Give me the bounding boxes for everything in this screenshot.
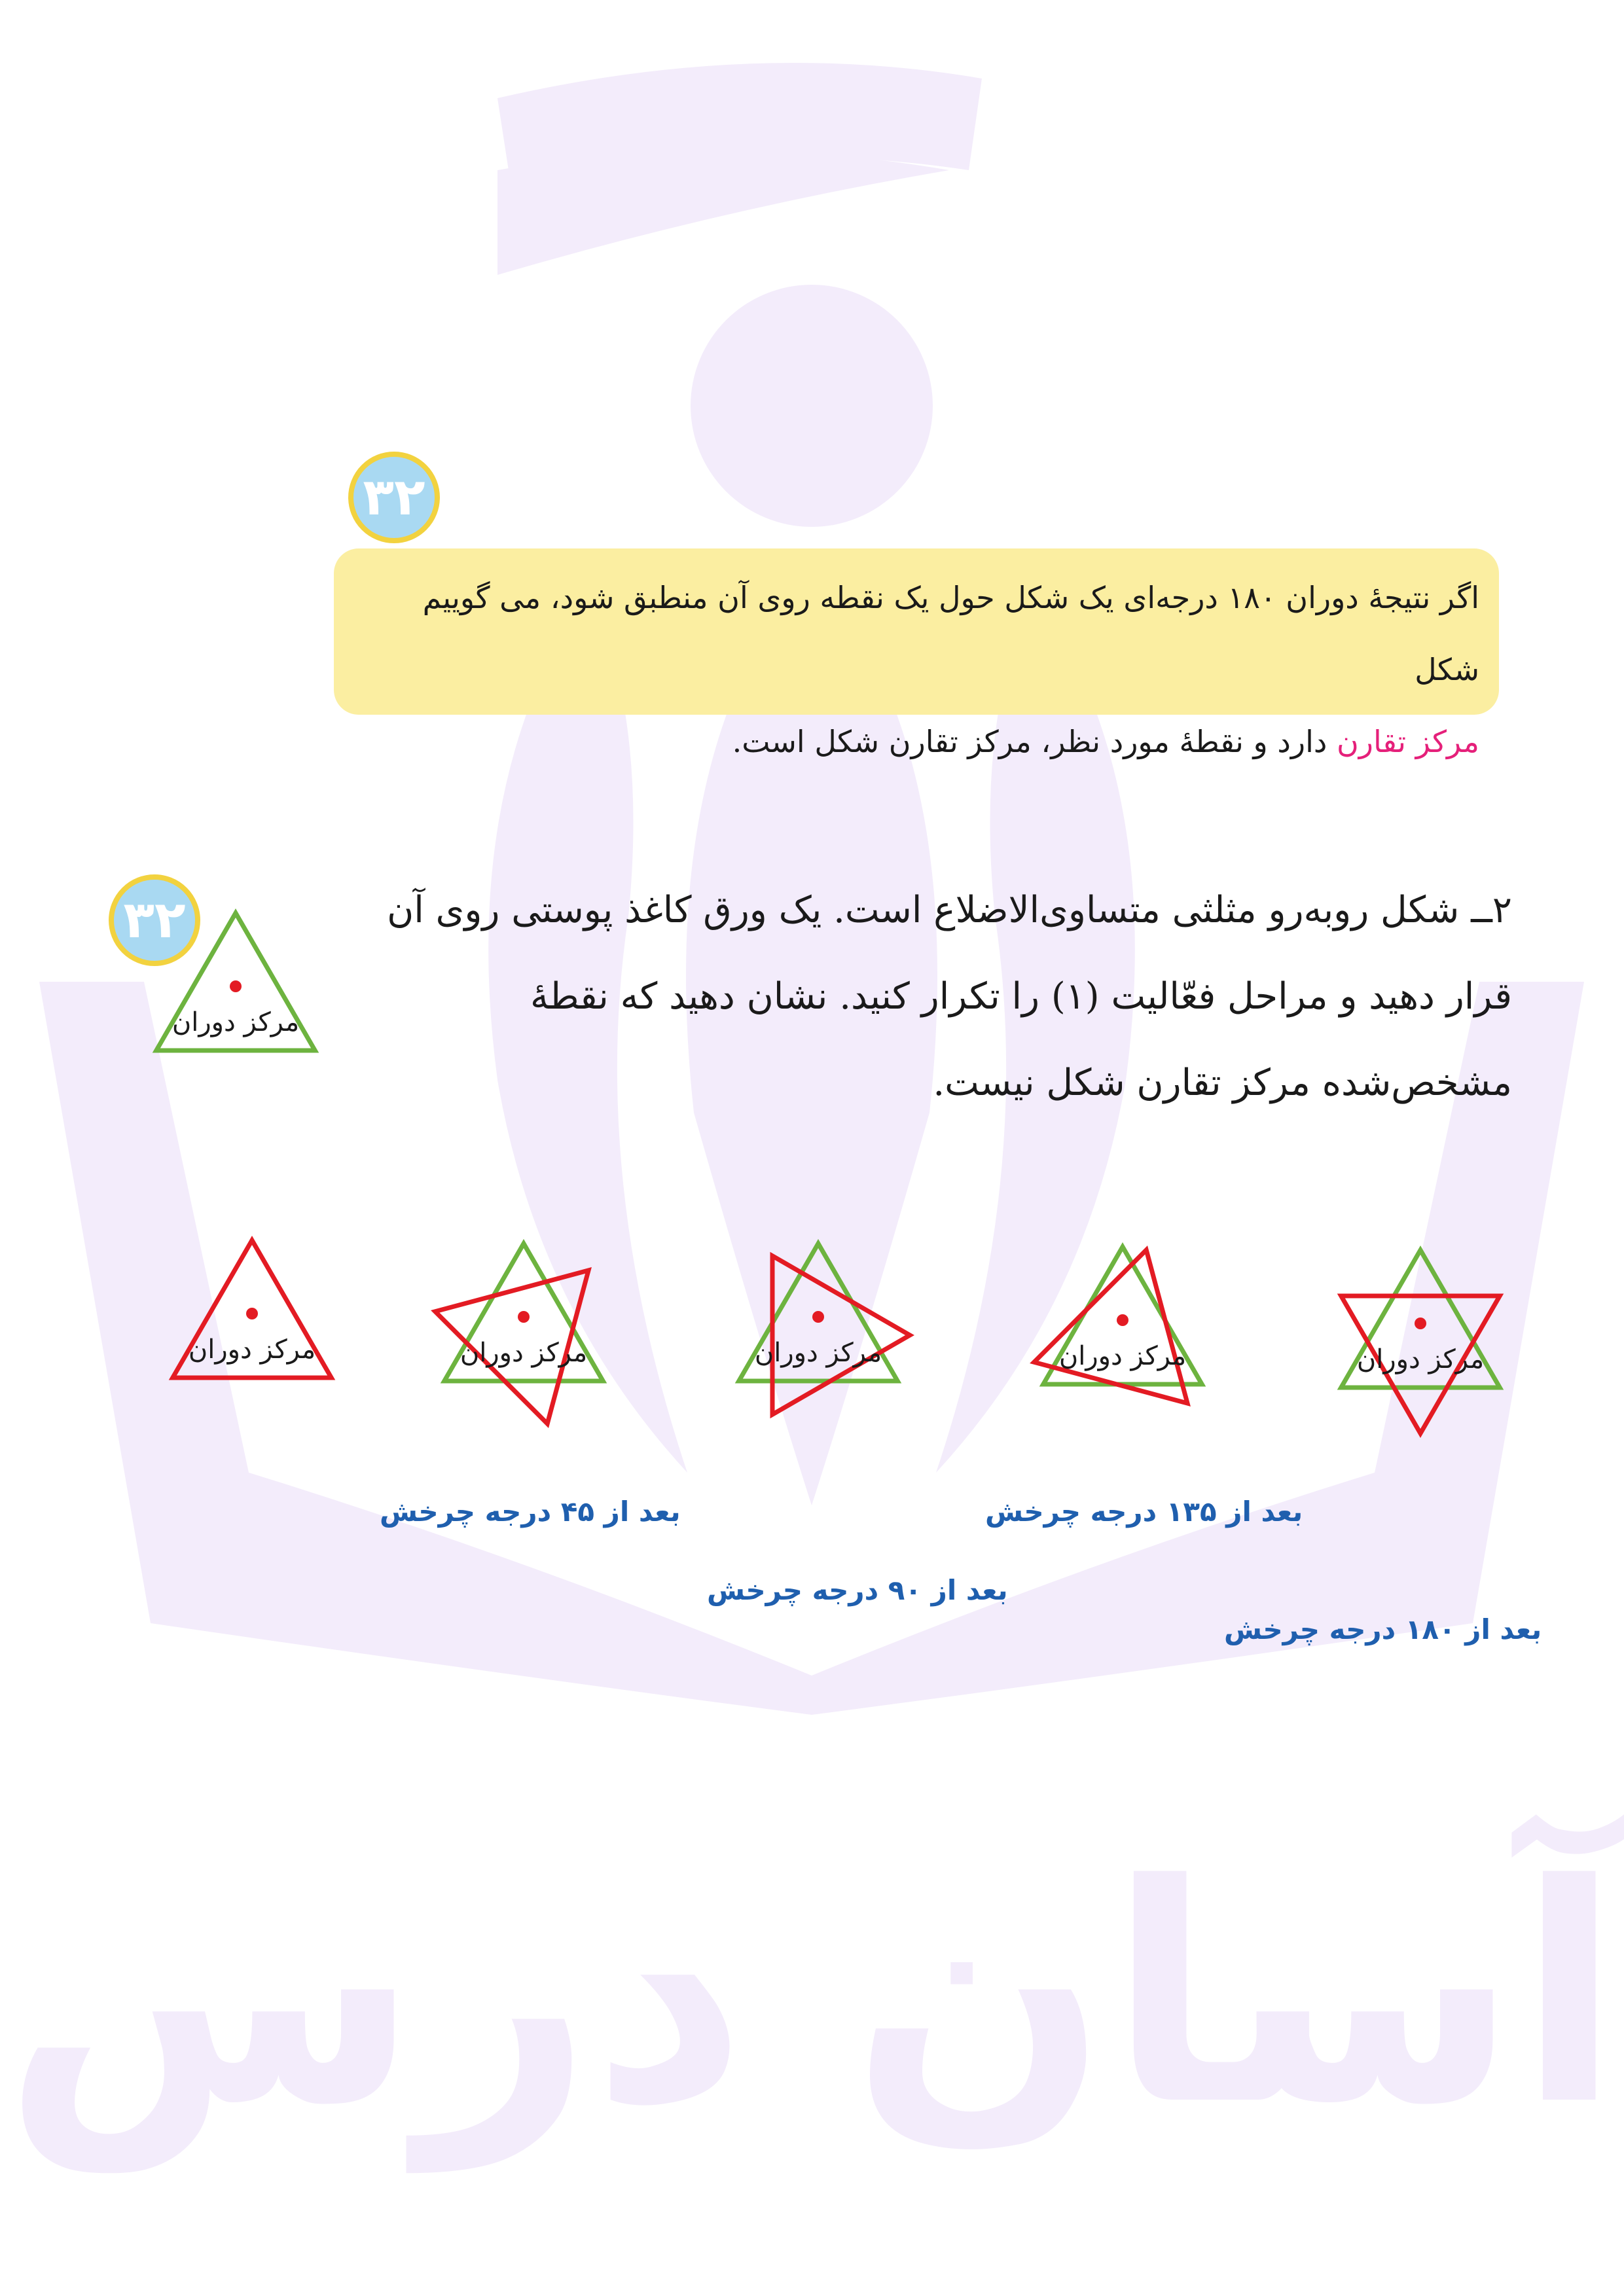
rotation-center-label: مرکز دوران (1058, 1341, 1187, 1371)
lesson-number-badge: ۳۲ (348, 452, 440, 543)
definition-line-1: اگر نتیجهٔ دوران ۱۸۰ درجه‌ای یک شکل حول یک نقطه روی آن منطبق شود، می گوییم شکل (422, 580, 1479, 687)
lesson-number-badge-side: ۳۲ (109, 874, 200, 966)
rotation-center-label: مرکز دوران (460, 1338, 588, 1368)
rotation-center-dot (518, 1311, 530, 1323)
watermark-text: آسان درس (3, 1821, 1621, 2171)
question-text: ۲ــ شکل روبه‌رو مثلثی متساوی‌الاضلاع است. یک ورق کاغذ پوستی روی آن قرار دهید و مراحل فعّالیت (۱) را تکرار کنید. نشان دهید که نقطهٔ مشخص‌شده مرکز تقارن شکل نیست. (387, 889, 1512, 1104)
rotation-center-label: مرکز دوران (171, 1007, 300, 1037)
caption-180-degrees: بعد از ۱۸۰ درجه چرخش (1224, 1613, 1542, 1645)
rotated-triangle (1034, 1250, 1187, 1403)
rotation-center-dot (230, 980, 242, 992)
rotation-center-dot (812, 1311, 824, 1323)
highlight-term: مرکز تقارن (1336, 724, 1479, 759)
rotation-center-dot (1415, 1318, 1426, 1329)
rotation-center-label: مرکز دوران (754, 1338, 882, 1368)
caption-135-degrees: بعد از ۱۳۵ درجه چرخش (985, 1496, 1303, 1528)
rotation-center-label: مرکز دوران (188, 1335, 316, 1365)
rotation-center-dot (1117, 1314, 1128, 1326)
caption-90-degrees: بعد از ۹۰ درجه چرخش (707, 1574, 1008, 1606)
caption-45-degrees: بعد از ۴۵ درجه چرخش (380, 1496, 681, 1528)
definition-line-2-rest: دارد و نقطهٔ مورد نظر، مرکز تقارن شکل است. (732, 724, 1337, 759)
rotation-center-dot (246, 1308, 258, 1319)
rotation-center-label: مرکز دوران (1356, 1344, 1485, 1374)
